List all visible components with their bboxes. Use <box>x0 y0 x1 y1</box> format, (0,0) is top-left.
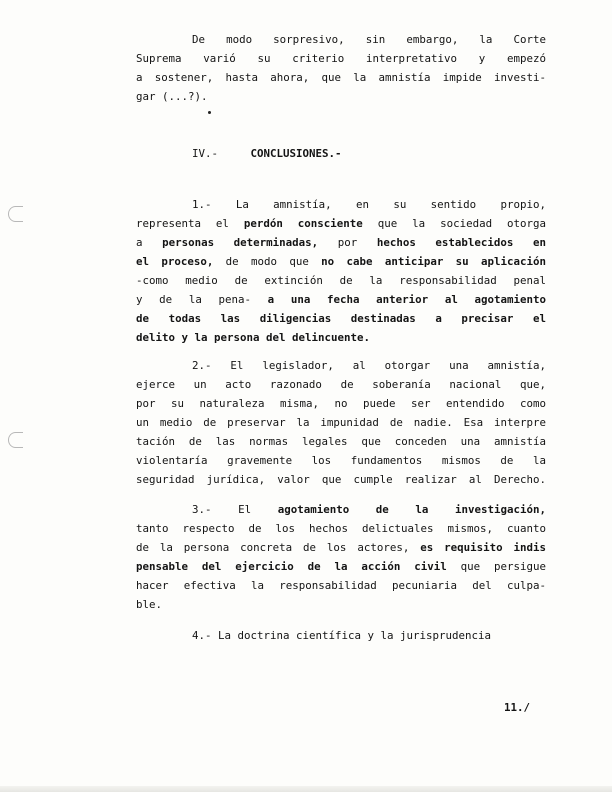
punch-hole-mark <box>8 432 23 448</box>
bold-text-run: perdón consciente <box>243 217 363 230</box>
section-heading <box>192 144 342 163</box>
bold-text-run: el proceso, <box>136 255 214 268</box>
text-line: a sostener, hasta ahora, que la amnistía impide investi- <box>136 71 546 84</box>
text-line <box>136 252 546 271</box>
text-line: 4.- La doctrina científica y la jurisprudencia <box>192 629 492 642</box>
text-run: -como medio de extinción de la responsabilidad penal <box>136 274 546 287</box>
text-run: que persigue <box>446 560 546 573</box>
text-run: hacer efectiva la responsabilidad pecuniaria del culpa- <box>136 579 546 592</box>
text-line <box>136 290 546 309</box>
text-line: Suprema varió su criterio interpretativo y empezó <box>136 52 546 65</box>
text-line <box>136 233 546 252</box>
text-line <box>136 519 546 538</box>
text-line <box>136 595 546 614</box>
text-run: 1.- La amnistía, en su sentido propio, <box>192 198 546 211</box>
text-run: de modo que <box>213 255 322 268</box>
bold-text-run: personas determinadas, <box>162 236 319 249</box>
paragraph-intro <box>136 30 546 106</box>
conclusion-3 <box>136 500 546 614</box>
text-line: seguridad jurídica, valor que cumple realizar al Derecho. <box>136 473 546 486</box>
text-line <box>136 309 546 328</box>
punch-hole-mark <box>8 206 23 222</box>
text-run: por <box>318 236 377 249</box>
text-line <box>136 538 546 557</box>
text-line <box>136 576 546 595</box>
bold-text-run: pensable del ejercicio de la acción civil <box>136 560 447 573</box>
text-line: por su naturaleza misma, no puede ser entendido como <box>136 397 546 410</box>
bold-text-run: delito y la persona del delincuente. <box>136 331 371 344</box>
bold-text-run: de todas las diligencias destinadas a precisar el <box>136 312 546 325</box>
bold-text-run: hechos establecidos en <box>376 236 546 249</box>
text-line <box>136 195 546 214</box>
page-number: 11./ <box>504 701 531 714</box>
section-title: CONCLUSIONES.- <box>250 147 342 160</box>
text-run: que la sociedad otorga <box>362 217 546 230</box>
text-run: tanto respecto de los hechos delictuales mismos, cuanto <box>136 522 546 535</box>
text-run: representa el <box>136 217 244 230</box>
text-run: a <box>136 236 163 249</box>
stray-dot-mark <box>208 111 211 114</box>
text-line: un medio de preservar la impunidad de nadie. Esa interpre <box>136 416 546 429</box>
text-line: tación de las normas legales que conceden una amnistía <box>136 435 546 448</box>
bold-text-run: agotamiento de la investigación, <box>277 503 546 516</box>
text-line <box>136 328 546 347</box>
text-run: de la persona concreta de los actores, <box>136 541 421 554</box>
conclusion-1 <box>136 195 546 347</box>
text-line: violentaría gravemente los fundamentos mismos de la <box>136 454 546 467</box>
bold-text-run: es requisito indis <box>420 541 546 554</box>
text-line: 2.- El legislador, al otorgar una amnistía, <box>192 359 546 372</box>
text-run: y de la pena- <box>136 293 268 306</box>
text-line: De modo sorpresivo, sin embargo, la Corte <box>192 33 546 46</box>
text-line <box>136 214 546 233</box>
text-line <box>136 500 546 519</box>
conclusion-2 <box>136 356 546 489</box>
text-line <box>136 557 546 576</box>
text-line: ejerce un acto razonado de soberanía nacional que, <box>136 378 546 391</box>
page-bottom-edge <box>0 786 612 792</box>
bold-text-run: no cabe anticipar su aplicación <box>321 255 546 268</box>
text-line <box>136 271 546 290</box>
text-run: ble. <box>136 598 163 611</box>
text-run: 3.- El <box>192 503 278 516</box>
text-line: gar (...?). <box>136 90 208 103</box>
section-number: IV.- <box>192 147 219 160</box>
conclusion-4 <box>136 626 546 645</box>
bold-text-run: a una fecha anterior al agotamiento <box>267 293 546 306</box>
